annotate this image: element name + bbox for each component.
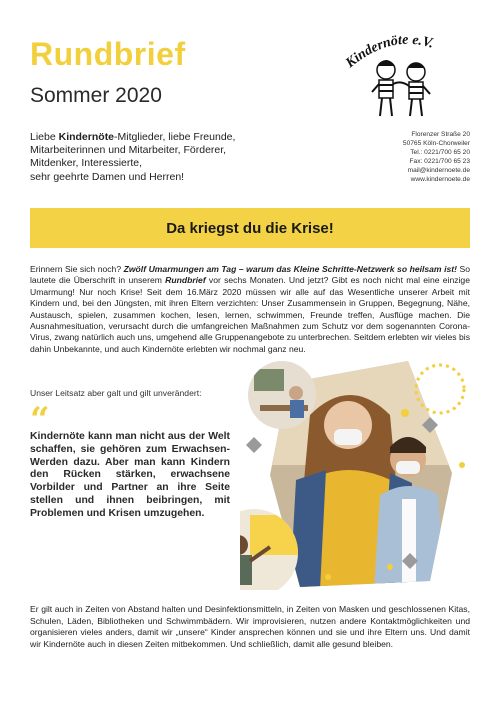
intro-text-2: So lautete die Überschrift in unserem — [30, 264, 471, 286]
greeting-line-3: Mitdenker, Interessierte, — [30, 157, 143, 170]
contact-city: 50765 Köln-Chorweiler — [402, 140, 470, 147]
headline-banner — [30, 208, 470, 248]
intro-rundbrief-ref: Rundbrief — [165, 275, 206, 286]
photo-collage — [240, 355, 470, 590]
greeting-block — [30, 131, 320, 184]
dot-decoration — [325, 574, 331, 580]
intro-text-3: vor sechs Monaten. Und jetzt? Gibt es noch nicht mal eine einzige Umarmung! Nur noch Krise! Seit dem 16.März 2020 müssen wir alle auf das Wesentliche unserer Arbeit mit Kindern und, bei den Jüngsten, mit ihren Eltern verzichten: Unser Zusammensein in Gruppen, Begegnung, Nähe, Austausch, spielen, zusammen kochen, lesen, lernen, schwimmen, Freunde treffen, Ausflüge machen. Die Ausnahmesituation, verursacht durch die umfangreichen Maßnahmen zum Schutz vor dem sogenannten Corona-Virus, zwang natürlich auch uns, umgehend alle Gruppenangebote zu unterbrechen. Seitdem erlebten wir vieles bis dahin Unbekannte, und auch Kindernöte erlebten wir nochmal ganz neu. — [30, 275, 470, 354]
diamond-decoration — [246, 437, 262, 453]
greeting-line-2: Mitarbeiterinnen und Mitarbeiter, Förderer, — [30, 144, 227, 157]
newsletter-subtitle: Sommer 2020 — [30, 84, 162, 107]
two-children-holding-hands-icon — [342, 30, 462, 125]
newsletter-title: Rundbrief — [30, 36, 186, 72]
greeting-suffix: -Mitglieder, liebe Freunde, — [114, 131, 236, 143]
greeting-prefix: Liebe — [30, 131, 59, 143]
dot-decoration — [387, 564, 393, 570]
collage-graphic — [240, 355, 470, 590]
greeting-line-4: sehr geehrte Damen und Herren! — [30, 170, 185, 183]
dot-decoration — [459, 462, 465, 468]
dot-decoration — [401, 409, 409, 417]
closing-paragraph: Er gilt auch in Zeiten von Abstand halten und Desinfektionsmitteln, in Zeiten von Masken und geschlossenen Kitas, Schulen, Läden, Bibliotheken und Schwimmbädern. Wir improvisieren, nutzen andere Kontaktmöglichkeiten und organisieren vieles anders, damit wir „unsere“ Kinder ansprechen können und sie und ihre Eltern uns. Und damit wir Kindernöte auch in diesen Zeiten mitbekommen. Und schließlich, damit alle gesund bleiben. — [30, 604, 470, 649]
motto-intro: Unser Leitsatz aber galt und gilt unverändert: — [30, 388, 202, 398]
dotted-ring-decoration — [416, 365, 464, 413]
headline-text: Da kriegst du die Krise! — [166, 219, 334, 237]
contact-mail[interactable]: mail@kindernoete.de — [407, 167, 470, 174]
contact-address — [330, 130, 470, 184]
motto-quote: Kindernöte kann man nicht aus der Welt schaffen, sie gehören zum Erwachsen-Werden dazu. Aber man kann Kindern den Rücken stärken, erwachsene Vorbilder und Partner an ihre Seite stellen und ihnen beibringen, mit Problemen und Krisen umzugehen. — [30, 431, 230, 519]
intro-text-1: Erinnern Sie sich noch? — [30, 264, 124, 274]
intro-quote-headline: Zwölf Umarmungen am Tag – warum das Kleine Schritte-Netzwerk so heilsam ist! — [123, 264, 457, 274]
intro-paragraph — [30, 264, 470, 355]
contact-tel: Tel.: 0221/700 65 20 — [410, 149, 470, 156]
kindernoete-logo — [342, 30, 462, 125]
contact-street: Florenzer Straße 20 — [411, 131, 470, 138]
logo-text: Kindernöte e.V. — [343, 32, 436, 71]
greeting-brand: Kindernöte — [58, 131, 115, 143]
contact-web[interactable]: www.kindernoete.de — [410, 176, 470, 183]
quote-mark-icon: “ — [30, 400, 50, 440]
contact-fax: Fax: 0221/700 65 23 — [409, 158, 470, 165]
